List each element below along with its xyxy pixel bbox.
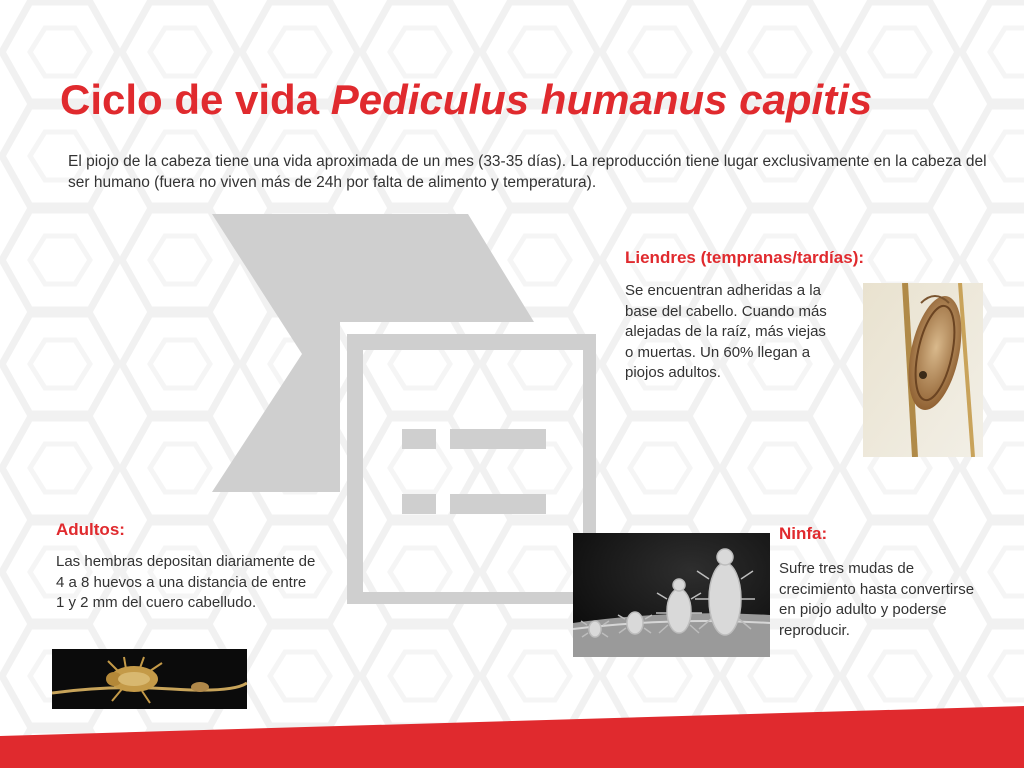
- placeholder-bullet-2: [402, 494, 436, 514]
- ninfa-heading: Ninfa:: [779, 524, 828, 543]
- ninfa-text: Sufre tres mudas de crecimiento hasta convertirse en piojo adulto y poderse reproducir.: [779, 560, 975, 639]
- chevron-shape: [212, 214, 534, 492]
- bottom-red-band: [0, 700, 1024, 768]
- intro-paragraph: El piojo de la cabeza tiene una vida aproximada de un mes (33-35 días). La reproducción tiene lugar exclusivamente en la cabeza del ser humano (fuera no viven más de 24h por falta de alimento y temperatura).: [68, 153, 987, 191]
- slide-title: [60, 74, 872, 126]
- placeholder-frame: [355, 342, 591, 600]
- title-species: Pediculus humanus capitis: [330, 76, 873, 123]
- title-normal: Ciclo de vida: [60, 76, 331, 123]
- adultos-heading: Adultos:: [56, 520, 125, 539]
- nymph-stages-photo: [573, 533, 770, 657]
- adultos-text: Las hembras depositan diariamente de 4 a 8 huevos a una distancia de entre 1 y 2 mm del cuero cabelludo.: [56, 553, 316, 611]
- nit-photo: [863, 283, 983, 457]
- liendres-text: Se encuentran adheridas a la base del cabello. Cuando más alejadas de la raíz, más viejas o muertas. Un 60% llegan a piojos adultos.: [625, 282, 827, 381]
- placeholder-bullet-1: [402, 429, 436, 449]
- content-placeholder-icon: [212, 214, 596, 604]
- liendres-heading: Liendres (tempranas/tardías):: [625, 248, 865, 267]
- placeholder-line-2: [450, 494, 546, 514]
- placeholder-line-1: [450, 429, 546, 449]
